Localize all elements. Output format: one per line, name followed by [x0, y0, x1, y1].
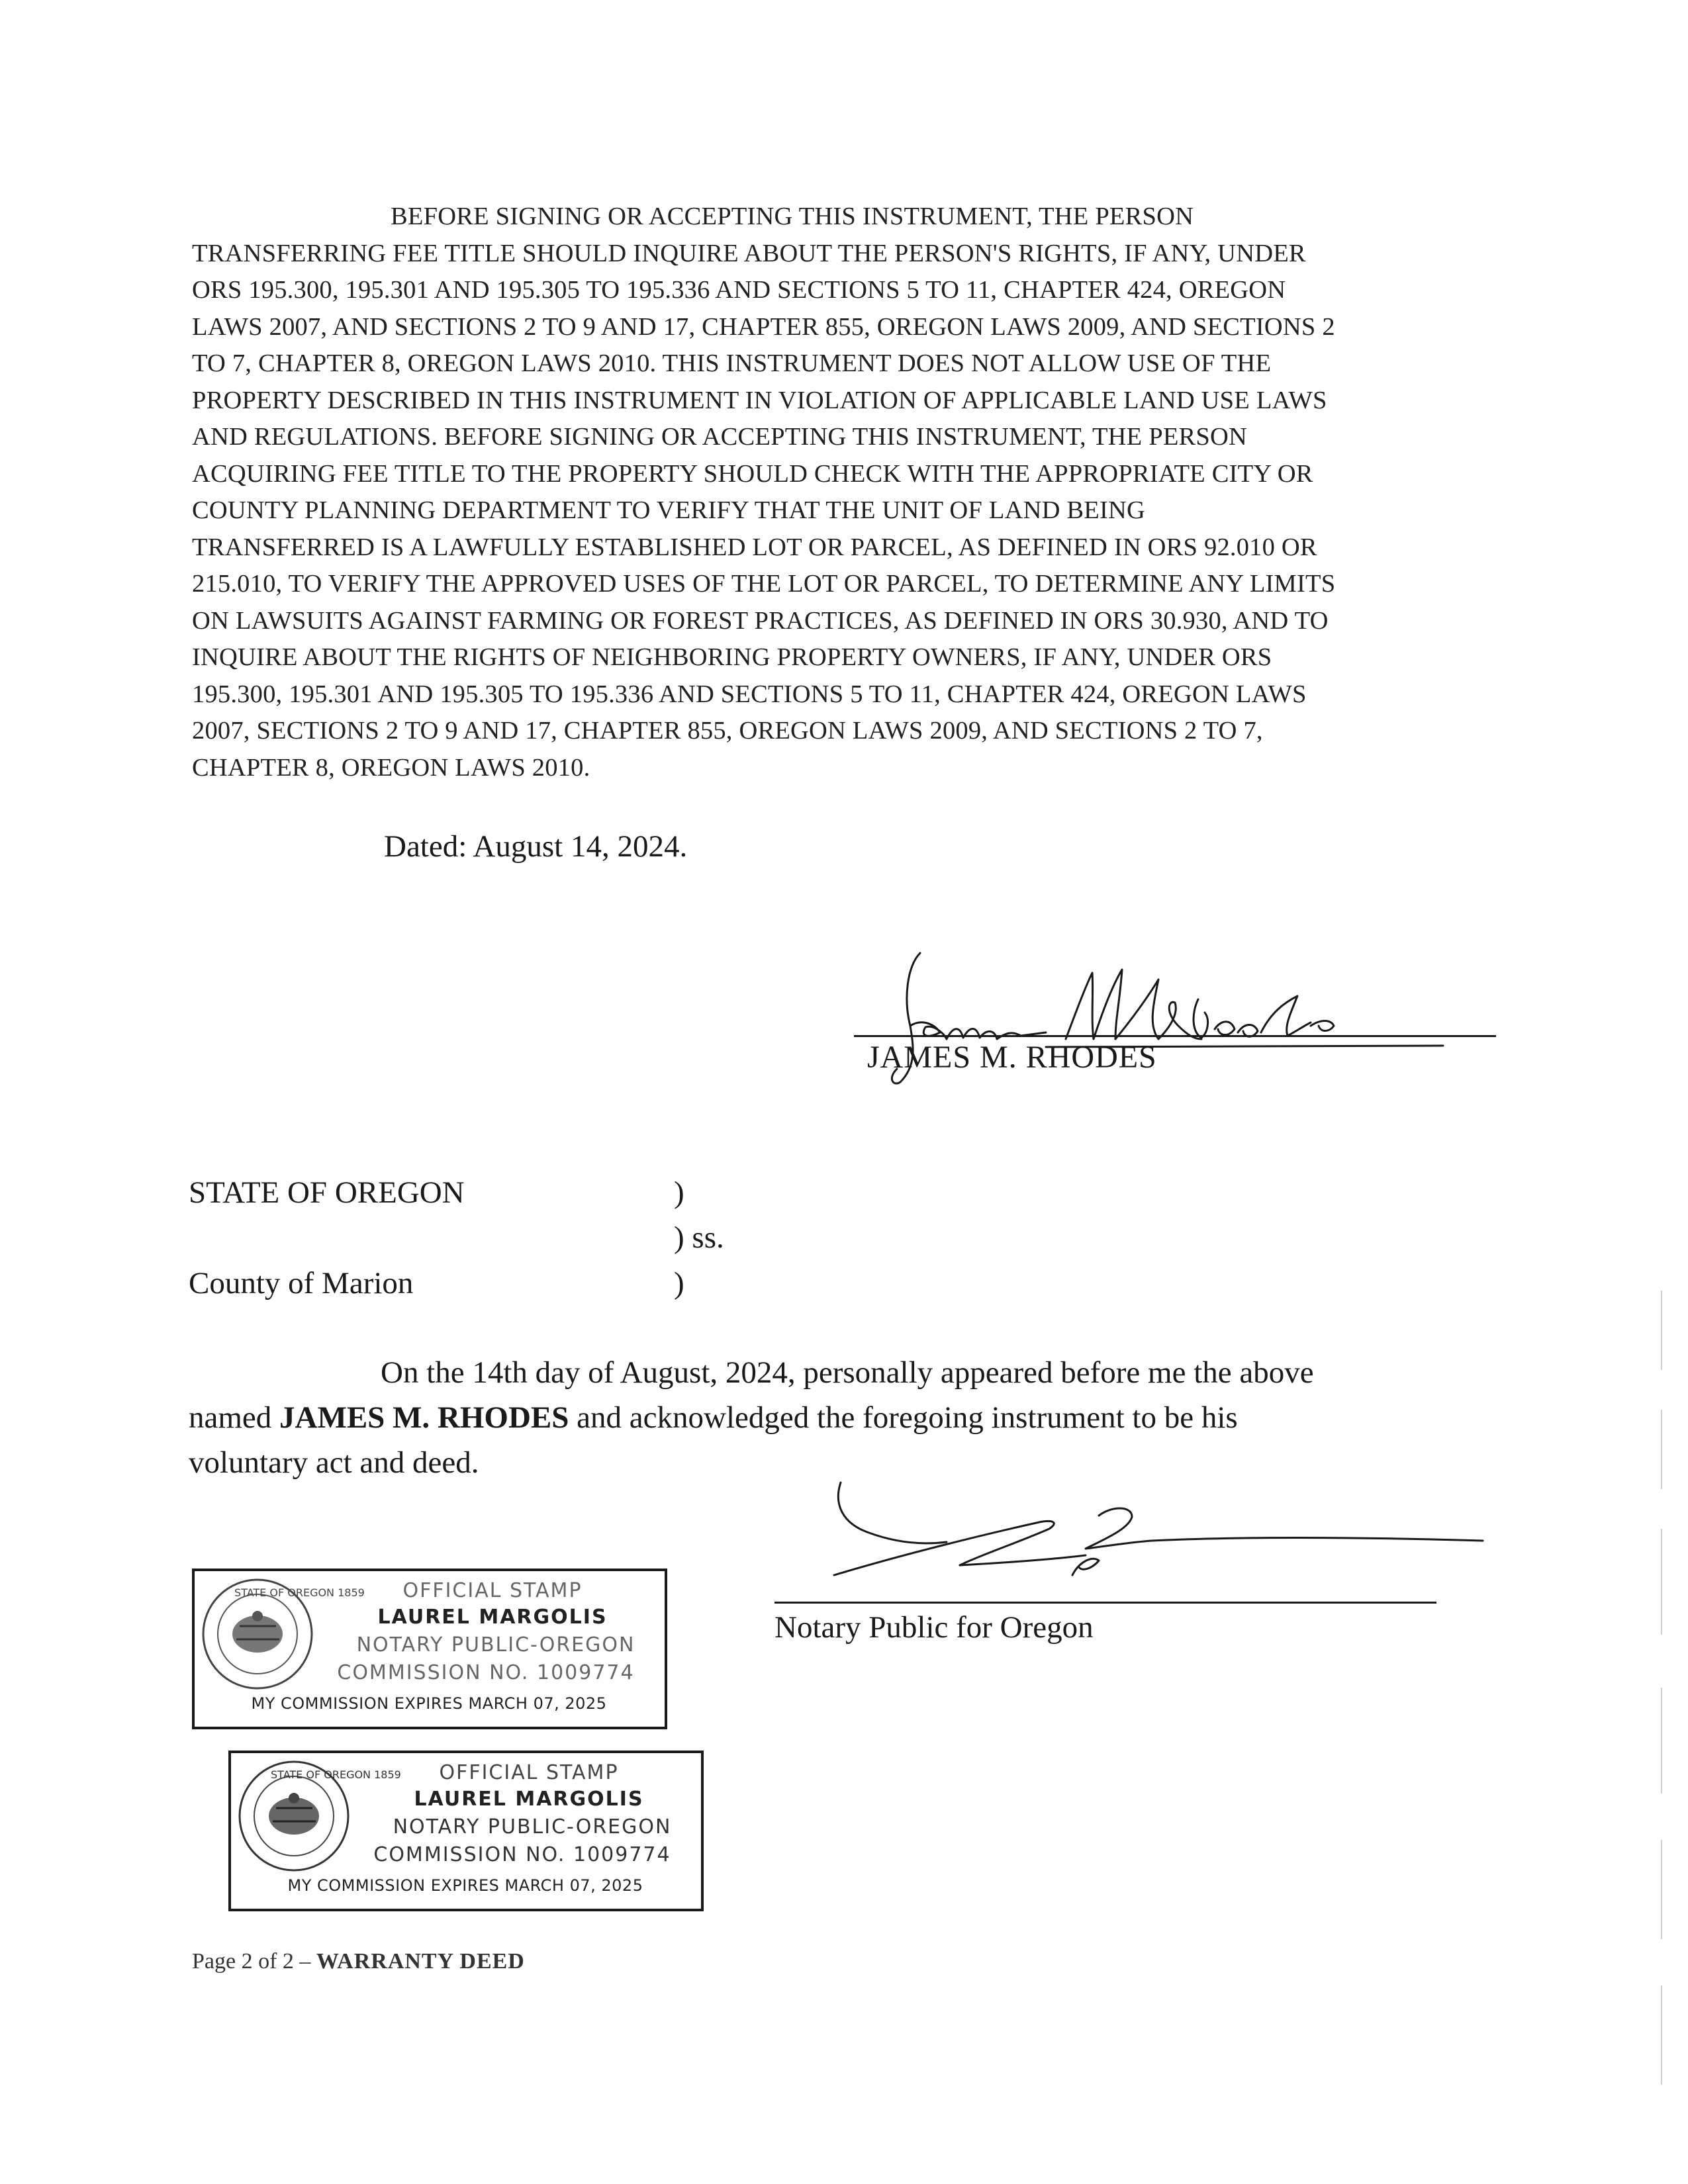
- disclaimer-line: ON LAWSUITS AGAINST FARMING OR FOREST PRACTICES, AS DEFINED IN ORS 30.930, AND TO: [192, 606, 1329, 635]
- disclaimer-line: TO 7, CHAPTER 8, OREGON LAWS 2010. THIS INSTRUMENT DOES NOT ALLOW USE OF THE: [192, 349, 1272, 377]
- grantor-signature-line: [854, 1035, 1496, 1037]
- notary-label: Notary Public for Oregon: [774, 1610, 1094, 1645]
- acknowledgment-prefix: named: [189, 1400, 280, 1435]
- disclaimer-line: 215.010, TO VERIFY THE APPROVED USES OF THE LOT OR PARCEL, TO DETERMINE ANY LIMITS: [192, 570, 1336, 598]
- seal-text: STATE OF OREGON 1859: [234, 1586, 365, 1599]
- grantor-name: JAMES M. RHODES: [867, 1040, 1157, 1075]
- notary-stamp: [192, 1569, 667, 1729]
- acknowledgment-paragraph: [189, 1350, 1486, 1485]
- stamp-notary-name: LAUREL MARGOLIS: [377, 1606, 608, 1629]
- stamp-commission: COMMISSION NO. 1009774: [337, 1661, 635, 1684]
- scan-artifact: [1655, 1291, 1668, 2151]
- disclaimer-line: COUNTY PLANNING DEPARTMENT TO VERIFY THAT THE UNIT OF LAND BEING: [192, 496, 1146, 524]
- notary-signature-line: [774, 1602, 1436, 1604]
- venue-state: STATE OF OREGON: [189, 1175, 465, 1210]
- disclaimer-line: TRANSFERRED IS A LAWFULLY ESTABLISHED LOT OR PARCEL, AS DEFINED IN ORS 92.010 OR: [192, 533, 1317, 561]
- stamp-office: NOTARY PUBLIC-OREGON: [393, 1815, 672, 1839]
- disclaimer-line: PROPERTY DESCRIBED IN THIS INSTRUMENT IN VIOLATION OF APPLICABLE LAND USE LAWS: [192, 386, 1327, 414]
- venue-county: County of Marion: [189, 1266, 414, 1300]
- disclaimer-line: ACQUIRING FEE TITLE TO THE PROPERTY SHOULD CHECK WITH THE APPROPRIATE CITY OR: [192, 459, 1313, 488]
- acknowledgment-line: On the 14th day of August, 2024, personally appeared before me the above: [381, 1355, 1314, 1390]
- stamp-title: OFFICIAL STAMP: [402, 1579, 583, 1602]
- notary-stamp: [228, 1751, 704, 1911]
- acknowledgment-line: [189, 1395, 1486, 1440]
- venue-paren: ): [674, 1175, 684, 1210]
- disclaimer-line: TRANSFERRING FEE TITLE SHOULD INQUIRE ABOUT THE PERSON'S RIGHTS, IF ANY, UNDER: [192, 239, 1306, 267]
- disclaimer-line: LAWS 2007, AND SECTIONS 2 TO 9 AND 17, CHAPTER 855, OREGON LAWS 2009, AND SECTIONS 2: [192, 312, 1335, 341]
- document-type: WARRANTY DEED: [316, 1949, 525, 1974]
- disclaimer-line: 2007, SECTIONS 2 TO 9 AND 17, CHAPTER 855, OREGON LAWS 2009, AND SECTIONS 2 TO 7,: [192, 717, 1263, 745]
- venue-ss: ) ss.: [674, 1220, 724, 1255]
- acknowledgment-suffix: and acknowledged the foregoing instrument to be his: [569, 1400, 1238, 1435]
- stamp-expires: MY COMMISSION EXPIRES MARCH 07, 2025: [251, 1694, 607, 1713]
- disclaimer-line: CHAPTER 8, OREGON LAWS 2010.: [192, 753, 590, 782]
- stamp-notary-name: LAUREL MARGOLIS: [414, 1788, 644, 1811]
- stamp-commission: COMMISSION NO. 1009774: [373, 1843, 671, 1866]
- venue-paren: ): [674, 1266, 684, 1300]
- page-number: Page 2 of 2 –: [192, 1949, 316, 1974]
- dated-line: Dated: August 14, 2024.: [384, 829, 688, 864]
- disclaimer-line: AND REGULATIONS. BEFORE SIGNING OR ACCEPTING THIS INSTRUMENT, THE PERSON: [192, 423, 1248, 451]
- disclaimer-line: 195.300, 195.301 AND 195.305 TO 195.336 AND SECTIONS 5 TO 11, CHAPTER 424, OREGON LAWS: [192, 680, 1307, 708]
- acknowledgment-line: voluntary act and deed.: [189, 1445, 479, 1480]
- acknowledgment-name: JAMES M. RHODES: [279, 1400, 569, 1435]
- stamp-office: NOTARY PUBLIC-OREGON: [356, 1633, 635, 1657]
- disclaimer-line: ORS 195.300, 195.301 AND 195.305 TO 195.336 AND SECTIONS 5 TO 11, CHAPTER 424, OREGON: [192, 276, 1286, 304]
- disclaimer-line: BEFORE SIGNING OR ACCEPTING THIS INSTRUMENT, THE PERSON: [391, 203, 1194, 230]
- seal-text: STATE OF OREGON 1859: [271, 1768, 401, 1781]
- page-footer: [192, 1949, 525, 1974]
- state-seal-icon: [200, 1576, 365, 1692]
- stamp-expires: MY COMMISSION EXPIRES MARCH 07, 2025: [287, 1876, 643, 1895]
- disclaimer-line: INQUIRE ABOUT THE RIGHTS OF NEIGHBORING PROPERTY OWNERS, IF ANY, UNDER ORS: [192, 643, 1272, 671]
- disclaimer-paragraph: [192, 199, 1489, 786]
- notary-signature: [821, 1476, 1503, 1595]
- stamp-title: OFFICIAL STAMP: [439, 1761, 619, 1784]
- state-seal-icon: [236, 1758, 401, 1874]
